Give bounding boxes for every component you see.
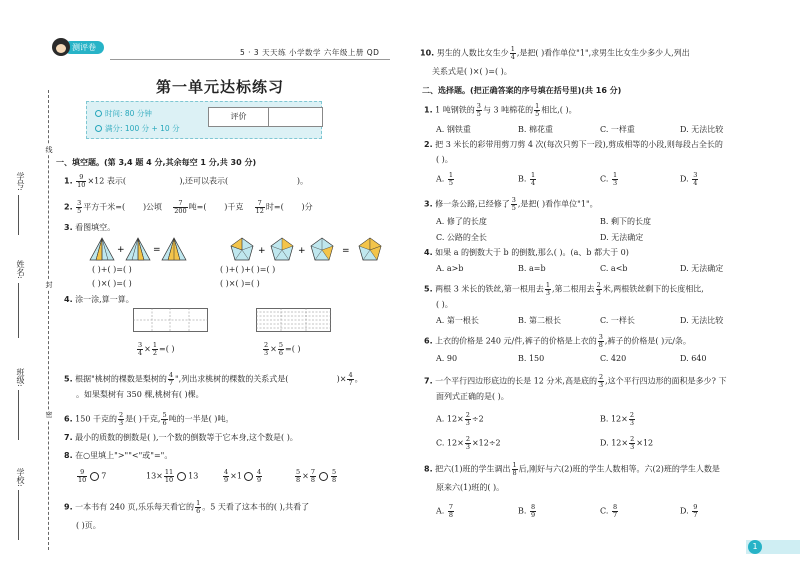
c7-option-b[interactable]: B. 12× $\frac{2}{3}$: [600, 411, 634, 427]
question-5: 5. 根据"桃树的棵数是梨树的 $\frac{4}{7}$ ",列出求桃树的棵数的关系式是( )× $\frac{4}{7}$ 。: [64, 371, 363, 387]
school-line[interactable]: [18, 490, 19, 540]
badge: 测评卷: [64, 41, 104, 54]
question-9: 9. 一本书有 240 页,乐乐每天看它的 $\frac{1}{6}$ 。5 天看了这本书的( ),共看了: [64, 499, 310, 515]
c6-option-d[interactable]: D. 640: [680, 354, 707, 363]
c2-option-c[interactable]: C. $\frac{1}{3}$: [600, 171, 618, 187]
svg-text:+: +: [298, 246, 306, 256]
class-label: 班级:: [16, 368, 25, 387]
name-label: 姓名:: [16, 260, 25, 279]
q8-compare-1: $\frac{9}{10}$ 7: [78, 468, 107, 484]
page-title: 第一单元达标练习: [156, 78, 285, 96]
c8-option-b[interactable]: B. $\frac{8}{9}$: [518, 503, 536, 519]
choice-8: 8. 把六(1)班的学生调出 $\frac{1}{8}$ 后,刚好与六(2)班的学生人数相等。六(2)班的学生人数是: [424, 461, 720, 477]
c3-option-a[interactable]: A. 修了的长度: [436, 217, 487, 226]
cut-word: 线: [45, 146, 53, 154]
time-text: 时间: 80 分钟: [105, 109, 152, 118]
binding-strip: [8, 90, 60, 550]
compare-circle[interactable]: [177, 472, 186, 481]
c7-option-c[interactable]: C. 12× $\frac{2}{3}$ ×12÷2: [436, 435, 501, 451]
q3-blank-row-1a[interactable]: ( )+( )=( ): [92, 265, 132, 274]
logo: [52, 38, 106, 56]
question-10-line-2: 关系式是( )×( )=( )。: [432, 67, 512, 76]
pentagon-figure: [230, 236, 390, 262]
choice-4: 4. 如果 a 的倒数大于 b 的倒数,那么( )。(a、b 都大于 0): [424, 248, 629, 257]
c5-option-a[interactable]: A. 第一根长: [436, 316, 479, 325]
c1-option-c[interactable]: C. 一样重: [600, 125, 635, 134]
question-5-line-2: 。如果梨树有 350 棵,桃树有( )棵。: [76, 390, 204, 399]
choice-5: 5. 两根 3 米长的铁丝,第一根用去 $\frac{1}{3}$ ,第二根用去 $\frac{2}{3}$ 米,两根铁丝剩下的长度相比,: [424, 281, 704, 297]
question-1: 1. $\frac{9}{10}$ ×12 表示( ),还可以表示( )。: [64, 173, 308, 189]
score-text: 满分: 100 分 + 10 分: [105, 124, 180, 133]
name-line[interactable]: [18, 283, 19, 338]
question-6: 6. 150 千克的 $\frac{2}{3}$ 是( )千克, $\frac{5}{6}$ 吨的一半是( )吨。: [64, 411, 234, 427]
question-4: 4. 涂一涂,算一算。: [64, 295, 134, 304]
c4-option-c[interactable]: C. a<b: [600, 264, 628, 273]
compare-circle[interactable]: [244, 472, 253, 481]
series-header: 5 · 3 天天练 小学数学 六年级上册 QD: [240, 48, 380, 57]
school-label: 学校:: [16, 468, 25, 487]
student-id-label: 学号:: [16, 172, 25, 191]
choice-6: 6. 上衣的价格是 240 元/件,裤子的价格是上衣的 $\frac{3}{8}$ ,裤子的价格是( )元/条。: [424, 333, 691, 349]
cut-line: [48, 90, 49, 550]
c1-option-d[interactable]: D. 无法比较: [680, 125, 724, 134]
score-row: [95, 123, 180, 134]
c7-option-a[interactable]: A. 12× $\frac{2}{3}$ ÷2: [436, 411, 484, 427]
c6-option-c[interactable]: C. 420: [600, 354, 627, 363]
c4-option-a[interactable]: A. a>b: [436, 264, 464, 273]
question-7: 7. 最小的质数的倒数是( ),一个数的倒数等于它本身,这个数是( )。: [64, 433, 298, 442]
question-9-line-2: ( )页。: [76, 521, 101, 530]
triangle-figure: [88, 236, 188, 262]
c4-option-b[interactable]: B. a=b: [518, 264, 546, 273]
time-row: [95, 108, 152, 119]
choice-2: 2. 把 3 米长的彩带用剪刀剪 4 次(每次只剪下一段),剪成相等的小段,则每段占全长的: [424, 140, 723, 149]
c3-option-d[interactable]: D. 无法确定: [600, 233, 644, 242]
c6-option-b[interactable]: B. 150: [518, 354, 545, 363]
svg-text:+: +: [117, 245, 125, 255]
question-2: 2. $\frac{3}{5}$ 平方千米=( )公顷 $\frac{7}{200}$ 吨=( )千克 $\frac{7}{12}$ 时=( )分: [64, 199, 313, 215]
choice-2-line-2: ( )。: [436, 155, 453, 164]
svg-text:+: +: [258, 246, 266, 256]
c6-option-a[interactable]: A. 90: [436, 354, 458, 363]
q8-compare-3: $\frac{4}{9}$ ×1 $\frac{4}{9}$: [224, 468, 262, 484]
page-number: 1: [748, 540, 762, 554]
c4-option-d[interactable]: D. 无法确定: [680, 264, 724, 273]
svg-text:=: =: [342, 246, 350, 256]
c8-option-a[interactable]: A. $\frac{7}{8}$: [436, 503, 454, 519]
c5-option-d[interactable]: D. 无法比较: [680, 316, 724, 325]
student-id-line[interactable]: [18, 195, 19, 235]
c2-option-a[interactable]: A. $\frac{1}{5}$: [436, 171, 454, 187]
q8-compare-4: $\frac{5}{8}$ × $\frac{7}{8}$ $\frac{5}{8}$: [296, 468, 337, 484]
c2-option-b[interactable]: B. $\frac{1}{4}$: [518, 171, 536, 187]
cut-word: 密: [45, 411, 53, 419]
question-8: 8. 在○里填上">""<"或"="。: [64, 451, 173, 460]
c3-option-b[interactable]: B. 剩下的长度: [600, 217, 651, 226]
svg-text:=: =: [153, 245, 161, 255]
mascot-icon: [52, 38, 70, 56]
c2-option-d[interactable]: D. $\frac{3}{4}$: [680, 171, 698, 187]
choice-8-line-2: 原来六(1)班的( )。: [436, 483, 505, 492]
section-2-title: 二、选择题。(把正确答案的序号填在括号里)(共 16 分): [422, 86, 622, 95]
choice-3: 3. 修一条公路,已经修了 $\frac{3}{5}$ ,是把( )看作单位"1"。: [424, 196, 598, 212]
section-1-title: 一、填空题。(第 3,4 题 4 分,其余每空 1 分,共 30 分): [56, 158, 257, 167]
c5-option-c[interactable]: C. 一样长: [600, 316, 635, 325]
c3-option-c[interactable]: C. 公路的全长: [436, 233, 487, 242]
q8-compare-2: 13× $\frac{11}{10}$ 13: [146, 468, 199, 484]
eval-label: 评价: [209, 108, 269, 126]
compare-circle[interactable]: [319, 472, 328, 481]
class-line[interactable]: [18, 390, 19, 440]
q3-blank-row-2b[interactable]: ( )×( )=( ): [220, 279, 260, 288]
q3-blank-row-1b[interactable]: ( )+( )+( )=( ): [220, 265, 276, 274]
q4-equation-2: $\frac{2}{3}$ × $\frac{5}{6}$ =( ): [264, 341, 301, 357]
clock-icon: [95, 110, 102, 117]
c8-option-d[interactable]: D. $\frac{9}{7}$: [680, 503, 698, 519]
choice-7-line-2: 面列式正确的是( )。: [436, 392, 509, 401]
cut-word: 封: [45, 281, 53, 289]
evaluation-box[interactable]: [208, 107, 323, 127]
c5-option-b[interactable]: B. 第二根长: [518, 316, 561, 325]
grid-rect-1[interactable]: [133, 308, 208, 332]
choice-1: 1. 1 吨钢铁的 $\frac{3}{5}$ 与 3 吨棉花的 $\frac{1}{5}$ 相比,( )。: [424, 102, 577, 118]
c8-option-c[interactable]: C. $\frac{8}{7}$: [600, 503, 618, 519]
q3-blank-row-2a[interactable]: ( )×( )=( ): [92, 279, 132, 288]
grid-rect-2[interactable]: [256, 308, 331, 332]
c7-option-d[interactable]: D. 12× $\frac{2}{3}$ ×12: [600, 435, 654, 451]
c1-option-a[interactable]: A. 钢铁重: [436, 125, 471, 134]
compare-circle[interactable]: [90, 472, 99, 481]
check-icon: [95, 125, 102, 132]
q4-equation-1: $\frac{3}{4}$ × $\frac{1}{2}$ =( ): [138, 341, 175, 357]
choice-7: 7. 一个平行四边形底边的长是 12 分米,高是底的 $\frac{2}{3}$ ,这个平行四边形的面积是多少? 下: [424, 373, 727, 389]
question-10: 10. 男生的人数比女生少 $\frac{1}{4}$ ,是把( )看作单位"1",求男生比女生少多少人,列出: [420, 45, 690, 61]
divider: [110, 59, 390, 60]
choice-5-line-2: ( )。: [436, 300, 453, 309]
c1-option-b[interactable]: B. 棉花重: [518, 125, 553, 134]
question-3: 3. 看图填空。: [64, 223, 116, 232]
